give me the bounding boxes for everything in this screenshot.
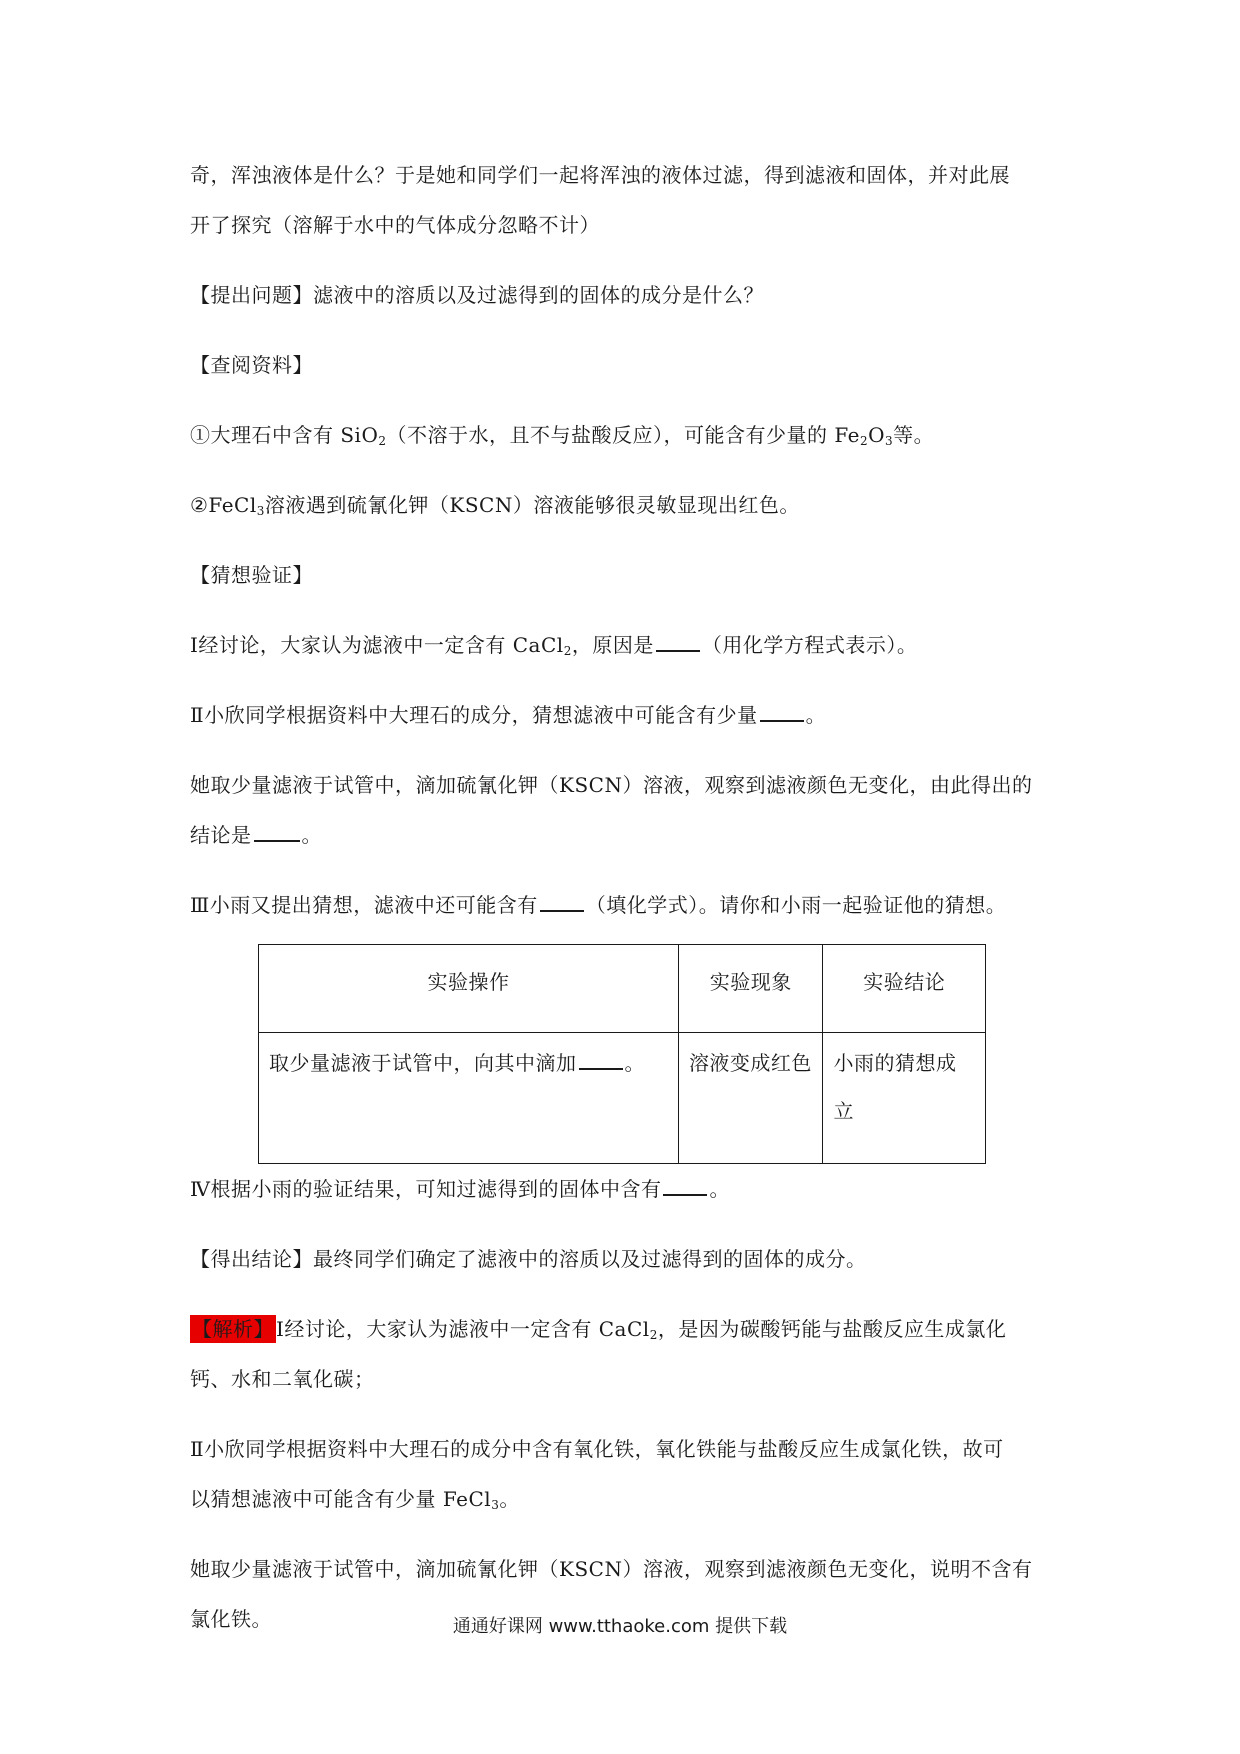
analysis-sub: 2 — [649, 1328, 658, 1342]
analysis-text-a: Ⅰ经讨论，大家认为滤液中一定含有 CaCl — [276, 1317, 650, 1341]
answer-blank[interactable] — [760, 702, 804, 722]
analysis-paragraph-3-cont: 氯化铁。 — [190, 1607, 272, 1631]
operation-text-b: 。 — [624, 1051, 645, 1075]
intro-line-2: 开了探究（溶解于水中的气体成分忽略不计） — [190, 213, 600, 237]
ref1-text-b: （不溶于水，且不与盐酸反应），可能含有少量的 Fe — [386, 423, 860, 447]
reference-item-1 — [190, 410, 1065, 460]
step-4 — [190, 1164, 1065, 1214]
reference-heading: 【查阅资料】 — [190, 353, 313, 377]
table-header: 实验结论 — [823, 945, 986, 1033]
step4-text-a: Ⅳ根据小雨的验证结果，可知过滤得到的固体中含有 — [190, 1177, 662, 1201]
ref1-sub-1: 2 — [378, 434, 387, 448]
page-footer: 通通好课网 www.tthaoke.com 提供下载 — [452, 1616, 788, 1637]
analysis-tag: 【解析】 — [192, 1317, 274, 1341]
step3-text-b: （填化学式）。请你和小雨一起验证他的猜想。 — [585, 893, 1007, 917]
reference-item-2 — [190, 480, 1065, 530]
answer-blank[interactable] — [579, 1050, 623, 1070]
step1-text-a: Ⅰ经讨论，大家认为滤液中一定含有 CaCl — [190, 633, 564, 657]
answer-blank[interactable] — [540, 892, 584, 912]
analysis-paragraph-3: 她取少量滤液于试管中，滴加硫氰化钾（KSCN）溶液，观察到滤液颜色无变化，说明不含有 — [190, 1557, 1033, 1581]
experiment-table — [258, 944, 986, 1164]
table-row — [259, 1033, 986, 1164]
answer-blank[interactable] — [663, 1176, 707, 1196]
ref1-sub-2: 2 — [859, 434, 869, 448]
table-cell-operation — [259, 1033, 679, 1164]
ref1-text-d: 等。 — [893, 423, 935, 447]
answer-blank[interactable] — [656, 632, 700, 652]
ref1-text-a: ①大理石中含有 SiO — [190, 423, 379, 447]
table-header: 实验现象 — [678, 945, 823, 1033]
verify-heading: 【猜想验证】 — [190, 563, 313, 587]
analysis-p2-sub: 3 — [491, 1498, 500, 1512]
step2-text-a: Ⅱ小欣同学根据资料中大理石的成分，猜想滤液中可能含有少量 — [190, 703, 758, 727]
analysis-paragraph-2-cont — [190, 1474, 1065, 1524]
conclusion-paragraph: 【得出结论】最终同学们确定了滤液中的溶质以及过滤得到的固体的成分。 — [190, 1247, 867, 1271]
intro-line-1: 奇，浑浊液体是什么？于是她和同学们一起将浑浊的液体过滤，得到滤液和固体，并对此展 — [190, 163, 1010, 187]
step2-text-b: 。 — [805, 703, 827, 727]
answer-blank[interactable] — [254, 822, 300, 842]
analysis-p2-text-c: 。 — [499, 1487, 520, 1511]
analysis-paragraph-1-cont: 钙、水和二氧化碳； — [190, 1367, 375, 1391]
step4-text-b: 。 — [709, 1177, 730, 1201]
step-1 — [190, 620, 1065, 670]
table-cell-phenomenon: 溶液变成红色 — [678, 1033, 823, 1164]
step1-text-c: （用化学方程式表示）。 — [701, 633, 918, 657]
analysis-paragraph-1 — [190, 1304, 1065, 1354]
analysis-text-b: ，是因为碳酸钙能与盐酸反应生成氯化 — [657, 1317, 1007, 1341]
step-2b-line-1: 她取少量滤液于试管中，滴加硫氰化钾（KSCN）溶液，观察到滤液颜色无变化，由此得出的 — [190, 773, 1033, 797]
analysis-p2-text-b: 以猜想滤液中可能含有少量 FeCl — [190, 1487, 492, 1511]
step1-sub: 2 — [563, 644, 572, 658]
table-header-row — [259, 945, 986, 1033]
document-body — [190, 150, 1065, 1644]
step3-text-a: Ⅲ小雨又提出猜想，滤液中还可能含有 — [190, 893, 538, 917]
ref2-text-b: 溶液遇到硫氰化钾（KSCN）溶液能够很灵敏显现出红色。 — [264, 493, 800, 517]
analysis-paragraph-2: Ⅱ小欣同学根据资料中大理石的成分中含有氧化铁，氧化铁能与盐酸反应生成氯化铁，故可 — [190, 1437, 1004, 1461]
ref1-sub-3: 3 — [885, 434, 894, 448]
table-header: 实验操作 — [259, 945, 679, 1033]
step-3 — [190, 880, 1065, 930]
question-paragraph: 【提出问题】滤液中的溶质以及过滤得到的固体的成分是什么？ — [190, 283, 764, 307]
ref2-sub-1: 3 — [256, 504, 265, 518]
ref1-text-c: O — [868, 423, 886, 447]
table-cell-conclusion: 小雨的猜想成立 — [823, 1033, 986, 1164]
step-2b-line-2 — [190, 810, 1065, 860]
step2b-text-b: 。 — [301, 823, 322, 847]
operation-text-a: 取少量滤液于试管中，向其中滴加 — [269, 1051, 577, 1075]
step-2 — [190, 690, 1065, 740]
ref2-text-a: ②FeCl — [190, 493, 257, 517]
step1-text-b: ，原因是 — [571, 633, 654, 657]
step2b-text-a: 结论是 — [190, 823, 252, 847]
